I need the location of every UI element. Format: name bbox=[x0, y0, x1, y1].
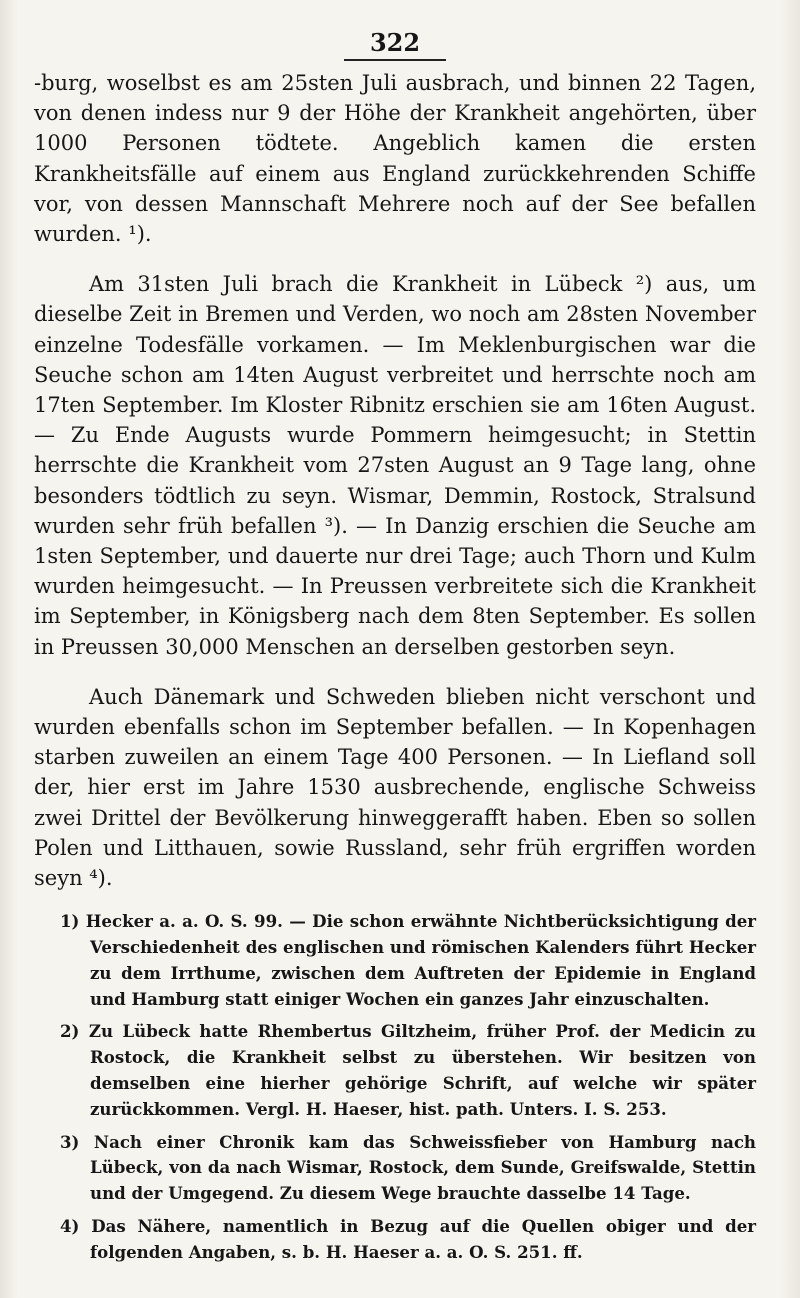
footnotes bbox=[34, 909, 756, 1265]
paragraph-3: Auch Dänemark und Schweden blieben nicht verschont und wurden ebenfalls schon im September befallen. — In Kopenhagen starben zuweilen an einem Tage 400 Personen. — In Liefland soll der, hier erst im Jahre 1530 ausbrechende, englische Schweiss zwei Drittel der Bevölkerung hinweggerafft haben. Eben so sollen Polen und Litthauen, sowie Russland, sehr früh ergriffen worden seyn ⁴). bbox=[34, 684, 756, 891]
footnote-3: 3) Nach einer Chronik kam das Schweissfieber von Hamburg nach Lübeck, von da nach Wismar, Rostock, dem Sunde, Greifswalde, Stettin und der Umgegend. Zu diesem Wege brauchte dasselbe 14 Tage. bbox=[60, 1131, 756, 1204]
page-number: 322 bbox=[34, 28, 756, 58]
footnote-4: 4) Das Nähere, namentlich in Bezug auf die Quellen obiger und der folgenden Angaben, s. b. H. Haeser a. a. O. S. 251. ff. bbox=[60, 1216, 756, 1262]
paragraph-2: Am 31sten Juli brach die Krankheit in Lübeck ²) aus, um dieselbe Zeit in Bremen und Verden, wo noch am 28sten November einzelne Todesfälle vorkamen. — Im Meklenburgischen war die Seuche schon am 14ten August verbreitet und herrschte noch am 17ten September. Im Kloster Ribnitz erschien sie am 16ten August. — Zu Ende Augusts wurde Pommern heimgesucht; in Stettin herrschte die Krankheit vom 27sten August an 9 Tage lang, ohne besonders tödtlich zu seyn. Wismar, Demmin, Rostock, Stralsund wurden sehr früh befallen ³). — In Danzig erschien die Seuche am 1sten September, und dauerte nur drei Tage; auch Thorn und Kulm wurden heimgesucht. — In Preussen verbreitete sich die Krankheit im September, in Königsberg nach dem 8ten September. Es sollen in Preussen 30,000 Menschen an derselben gestorben seyn. bbox=[34, 272, 756, 659]
paragraph-1: -burg, woselbst es am 25sten Juli ausbrach, und binnen 22 Tagen, von denen indess nur 9 der Höhe der Krankheit angehörten, über 1000 Personen tödtete. Angeblich kamen die ersten Krankheitsfälle auf einem aus England zurückkehrenden Schiffe vor, von dessen Mannschaft Mehrere noch auf der See befallen wurden. ¹). bbox=[34, 71, 756, 247]
footnote-1: 1) Hecker a. a. O. S. 99. — Die schon erwähnte Nichtberücksichtigung der Verschiedenheit des englischen und römischen Kalenders führt Hecker zu dem Irrthume, zwischen dem Auftreten der Epidemie in England und Hamburg statt einiger Wochen ein ganzes Jahr einzuschalten. bbox=[60, 911, 756, 1009]
footnote-2: 2) Zu Lübeck hatte Rhembertus Giltzheim, früher Prof. der Medicin zu Rostock, die Krankheit selbst zu überstehen. Wir besitzen von demselben eine hierher gehörige Schrift, auf welche wir später zurückkommen. Vergl. H. Haeser, hist. path. Unters. I. S. 253. bbox=[60, 1021, 756, 1119]
